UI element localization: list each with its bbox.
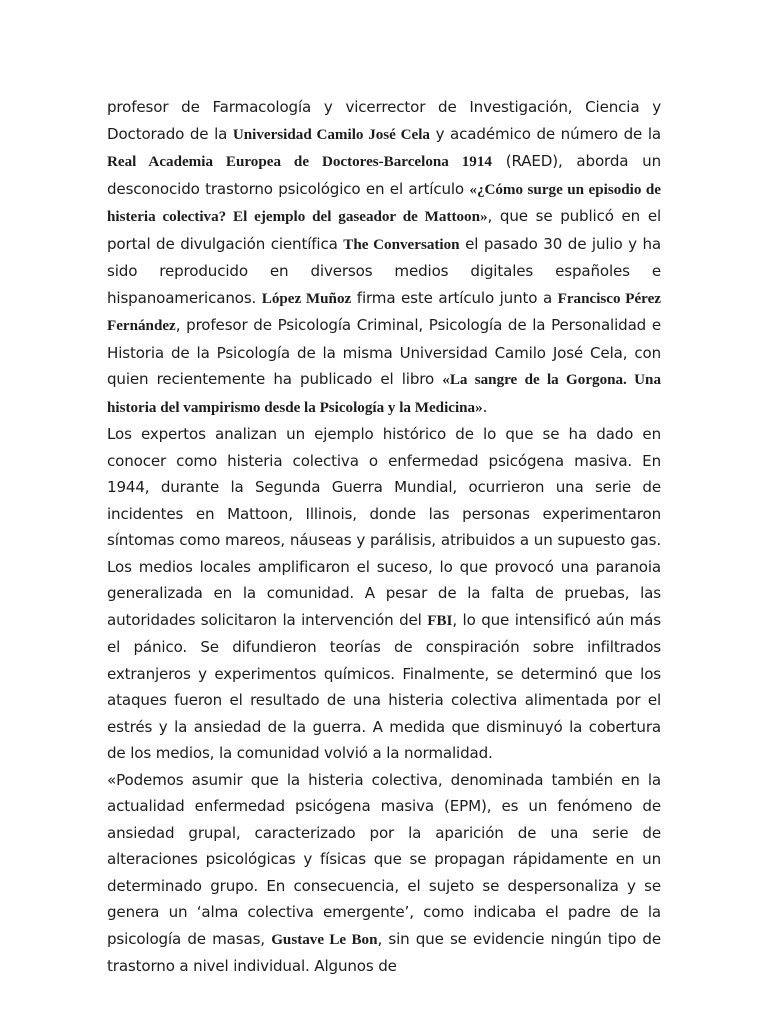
coauthor-name: Francisco Pérez Fernández	[107, 290, 661, 334]
article-title: «¿Cómo surge un episodio de histeria colectiva? El ejemplo del gaseador de Mattoon»	[107, 181, 661, 225]
text-run: , lo que intensificó aún más el pánico. Se difundieron teorías de conspiración sobre infiltrados extranjeros y experimentos químicos. Finalmente, se determinó que los ataques fueron el resultado de una histeria colectiva alimentada por el estrés y la ansiedad de la guerra. A medida que disminuyó la cobertura de los medios, la comunidad volvió a la normalidad.	[107, 610, 661, 762]
text-run: el pasado 30 de julio y ha sido reproducido en diversos medios digitales españoles e hispanoamericanos.	[107, 234, 661, 307]
text-run: , profesor de Psicología Criminal, Psicología de la Personalidad e Historia de la Psicología de la misma Universidad Camilo José Cela, con quien recientemente ha publicado el libro	[107, 316, 661, 388]
document-page	[107, 94, 661, 980]
text-run: Los expertos analizan un ejemplo histórico de lo que se ha dado en conocer como histeria colectiva o enfermedad psicógena masiva. En 1944, durante la Segunda Guerra Mundial, ocurrieron una serie de incidentes en Mattoon, Illinois, donde las personas experimentaron síntomas como mareos, náuseas y parálisis, atribuidos a un supuesto gas. Los medios locales amplificaron el suceso, lo que provocó una paranoia generalizada en la comunidad. A pesar de la falta de pruebas, las autoridades solicitaron la intervención del	[107, 425, 661, 629]
university-name: Universidad Camilo José Cela	[232, 126, 430, 143]
paragraph-intro	[107, 94, 661, 421]
publication-name: The Conversation	[343, 236, 460, 253]
text-run: , que se publicó en el portal de divulgación científica	[107, 207, 661, 253]
fbi-name: FBI	[427, 612, 453, 629]
text-run: , sin que se evidencie ningún tipo de trastorno a nivel individual. Algunos de	[107, 929, 661, 975]
text-run: profesor de Farmacología y vicerrector de Investigación, Ciencia y Doctorado de la	[107, 98, 661, 143]
text-run: .	[482, 397, 488, 416]
author-name: López Muñoz	[261, 290, 352, 307]
text-run: «Podemos asumir que la histeria colectiva, denominada también en la actualidad enfermedad psicógena masiva (EPM), es un fenómeno de ansiedad grupal, caracterizado por la aparición de una serie de alteraciones psicológicas y físicas que se propagan rápidamente en un determinado grupo. En consecuencia, el sujeto se despersonaliza y se genera un ‘alma colectiva emergente’, como indicaba el padre de la psicología de masas,	[107, 770, 661, 948]
text-run: (RAED), aborda un desconocido trastorno psicológico en el artículo	[107, 152, 661, 198]
academy-name: Real Academia Europea de Doctores-Barcelona 1914	[107, 154, 492, 170]
text-run: y académico de número de la	[429, 124, 661, 143]
person-name: Gustave Le Bon	[271, 931, 378, 948]
text-run: firma este artículo junto a	[351, 288, 558, 307]
paragraph-mattoon	[107, 421, 661, 767]
book-title: «La sangre de la Gorgona. Una historia del vampirismo desde la Psicología y la Medicina»	[107, 372, 661, 416]
paragraph-quote	[107, 767, 661, 980]
